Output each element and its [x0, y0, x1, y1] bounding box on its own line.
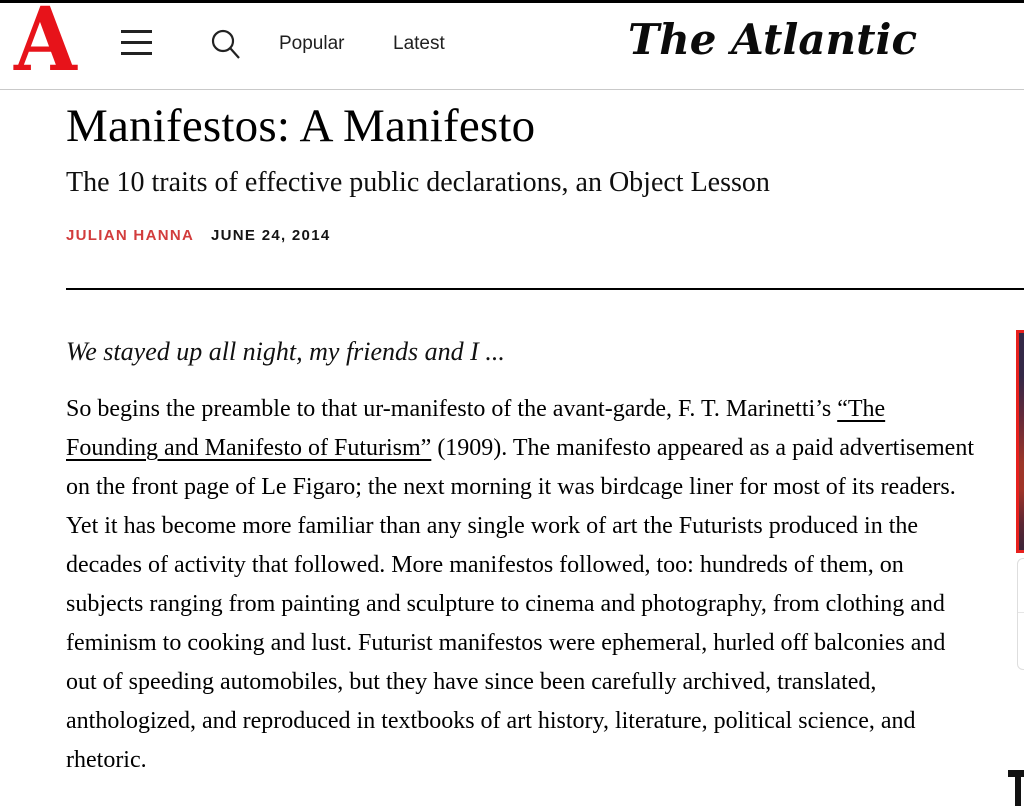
the-atlantic-wordmark[interactable]: The Atlantic [628, 15, 918, 64]
lede-quote: We stayed up all night, my friends and I ... [66, 337, 505, 366]
hamburger-menu-icon[interactable] [121, 30, 152, 55]
right-rail-card-clipped [1017, 558, 1024, 670]
futurism-manifesto-link[interactable]: “The Founding and Manifesto of Futurism” [66, 396, 886, 461]
author-link[interactable]: JULIAN HANNA [66, 227, 194, 244]
article-dek: The 10 traits of effective public declarations, an Object Lesson [66, 167, 770, 198]
rail-card-divider [1018, 612, 1024, 613]
nav-popular[interactable]: Popular [279, 33, 345, 54]
publish-date: JUNE 24, 2014 [211, 227, 331, 244]
article-main [0, 91, 1024, 780]
paragraph-text-after-link: (1909). The manifesto appeared as a paid advertisement on the front page of Le Figaro; the next morning it was birdcage liner for most of its readers. Yet it has become more familiar than any single work of art the Futurists produced in the decades of activity that followed. More manifestos followed, too: hundreds of them, on subjects ranging from painting and sculpture to cinema and photography, from clothing and feminism to cooking and lust. Futurist manifestos were ephemeral, hurled off balconies and out of speeding automobiles, but they have since been carefully archived, translated, anthologized, and reproduced in textbooks of art history, literature, political science, and rhetoric. [66, 435, 974, 773]
site-header [0, 0, 1024, 91]
right-rail-ad-clipped[interactable] [1016, 330, 1024, 553]
byline-row [66, 227, 1024, 244]
body-paragraph [66, 390, 978, 780]
article-title: Manifestos: A Manifesto [66, 100, 536, 152]
atlantic-a-logo[interactable]: A [14, 0, 77, 91]
paragraph-text-before-link: So begins the preamble to that ur-manifesto of the avant-garde, F. T. Marinetti’s [66, 396, 838, 422]
nav-latest[interactable]: Latest [393, 33, 445, 54]
search-icon[interactable] [208, 27, 242, 61]
clipped-glyph-stem [1015, 774, 1021, 806]
section-rule [66, 288, 1024, 290]
